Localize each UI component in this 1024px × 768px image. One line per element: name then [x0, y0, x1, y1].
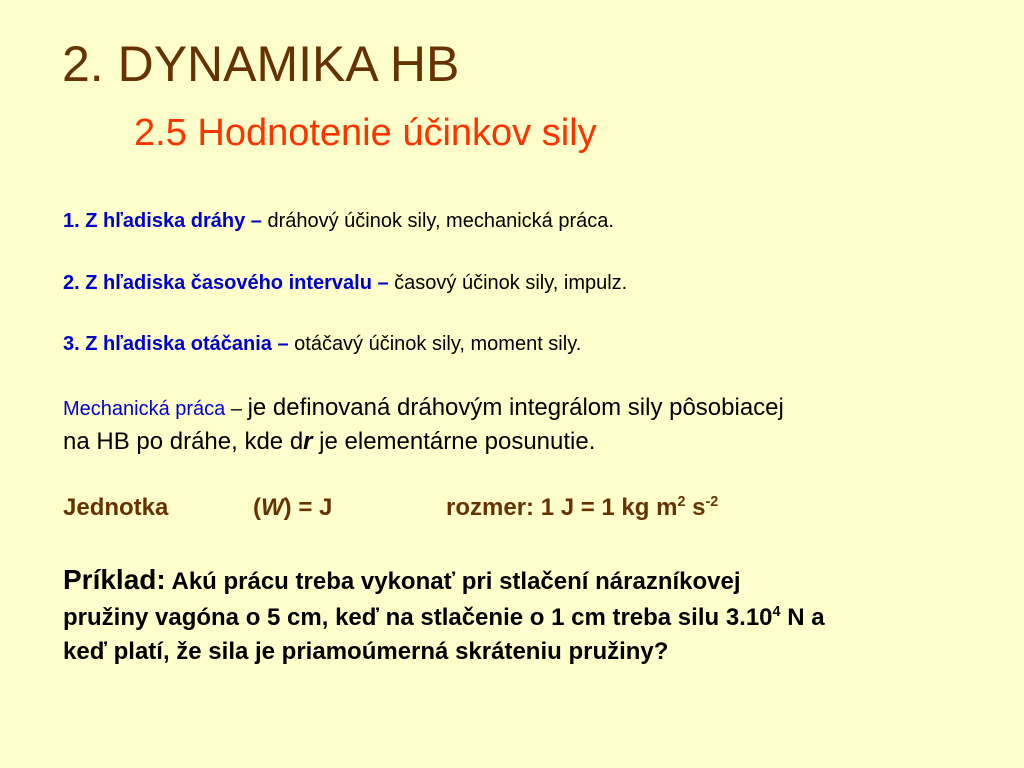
example-label: Príklad:	[63, 564, 166, 595]
dimension-s: s	[685, 494, 706, 521]
slide-subtitle: 2.5 Hodnotenie účinkov sily	[134, 112, 597, 154]
unit-row	[63, 494, 963, 526]
item-label: 1. Z hľadiska dráhy –	[63, 210, 262, 232]
item-label: 2. Z hľadiska časového intervalu –	[63, 272, 389, 294]
example-line-1	[63, 564, 741, 596]
example-text-3: keď platí, že sila je priamoúmerná skráteniu pružiny?	[63, 638, 669, 665]
list-item	[63, 331, 581, 357]
definition-line-1	[63, 392, 784, 425]
unit-paren-close: ) = J	[283, 494, 333, 521]
definition-vector-r: r	[303, 428, 313, 455]
dimension-prefix: rozmer: 1 J = 1 kg m	[446, 494, 678, 521]
list-item	[63, 208, 614, 234]
definition-text-2b: je elementárne posunutie.	[312, 428, 596, 455]
example-line-2	[63, 602, 825, 634]
definition-text-1: je definovaná dráhovým integrálom sily pôsobiacej	[247, 394, 784, 421]
unit-formula	[253, 494, 332, 522]
item-text: časový účinok sily, impulz.	[388, 272, 628, 294]
unit-dimension	[446, 494, 718, 522]
definition-term: Mechanická práca	[63, 398, 226, 420]
unit-symbol: W	[261, 494, 284, 521]
example-exponent: 4	[772, 604, 781, 620]
unit-paren-open: (	[253, 494, 261, 521]
item-text: otáčavý účinok sily, moment sily.	[288, 333, 582, 355]
item-text: dráhový účinok sily, mechanická práca.	[261, 210, 614, 232]
definition-text-2a: na HB po dráhe, kde d	[63, 428, 304, 455]
definition-line-2	[63, 426, 595, 458]
definition-dash: –	[225, 398, 248, 420]
s-exponent: -2	[705, 494, 719, 510]
example-text-2b: N a	[780, 604, 825, 631]
example-text-1: Akú prácu treba vykonať pri stlačení nárazníkovej	[165, 568, 741, 595]
list-item	[63, 270, 627, 296]
item-label: 3. Z hľadiska otáčania –	[63, 333, 289, 355]
example-line-3	[63, 636, 668, 668]
m-exponent: 2	[677, 494, 686, 510]
example-text-2a: pružiny vagóna o 5 cm, keď na stlačenie o 1 cm treba silu 3.10	[63, 604, 773, 631]
slide-title: 2. DYNAMIKA HB	[62, 36, 460, 92]
unit-label: Jednotka	[63, 494, 169, 521]
